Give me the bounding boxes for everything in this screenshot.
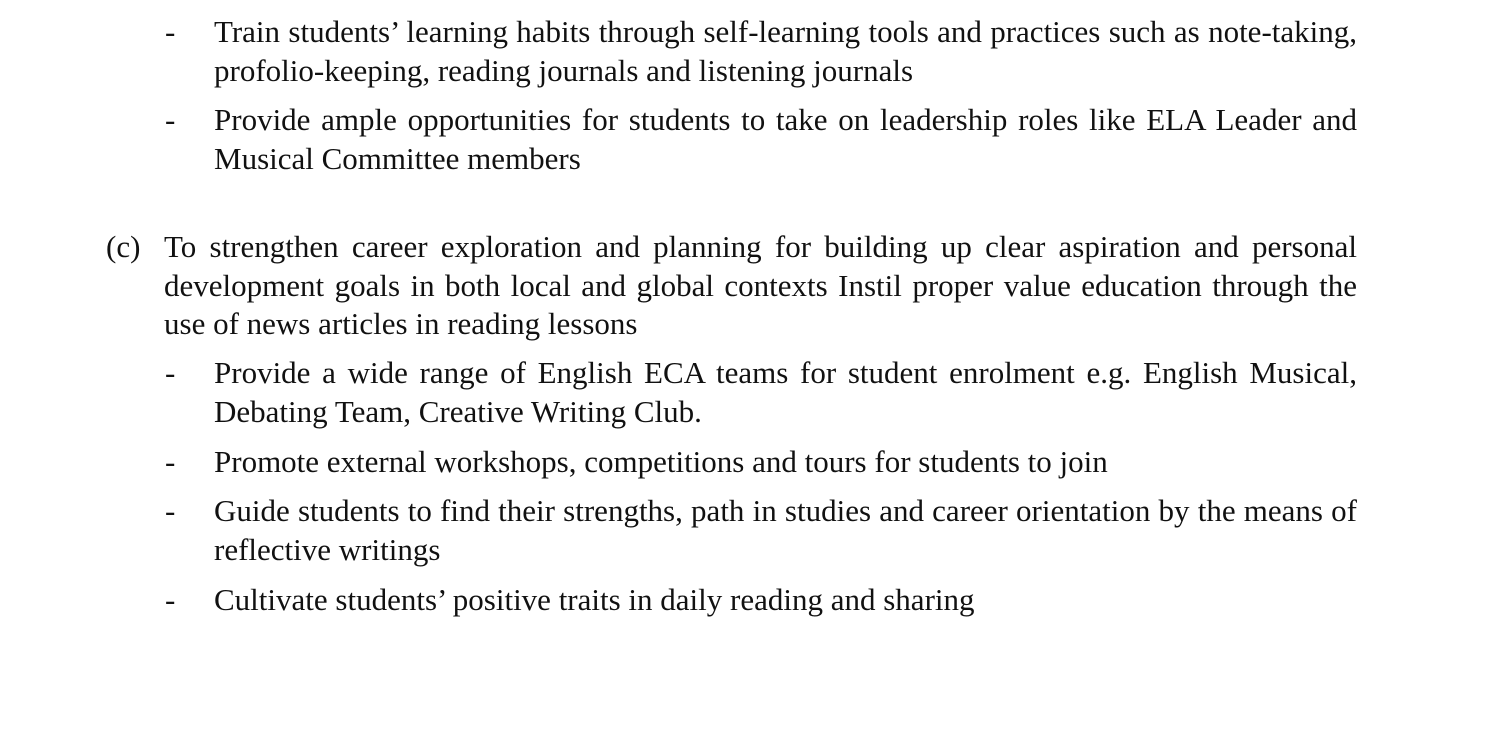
bullet-dash: - <box>165 493 176 528</box>
bullet-dash: - <box>165 102 176 137</box>
bullet-text: Train students’ learning habits through self-learning tools and practices such as note-taking, profolio-keeping, reading journals and listening journals <box>214 14 1357 88</box>
bullet-dash: - <box>165 444 176 479</box>
bullet-text: Cultivate students’ positive traits in daily reading and sharing <box>214 582 975 617</box>
bullet-text: Provide ample opportunities for students to take on leadership roles like ELA Leader and Musical Committee members <box>214 102 1357 176</box>
bullet-dash: - <box>165 582 176 617</box>
bullet-text: Provide a wide range of English ECA teams for student enrolment e.g. English Musical, Debating Team, Creative Writing Club. <box>214 355 1357 429</box>
section-marker: (c) <box>106 229 141 264</box>
bullet-text: Promote external workshops, competitions and tours for students to join <box>214 444 1108 479</box>
bullet-dash: - <box>165 355 176 390</box>
bullet-text: Guide students to find their strengths, path in studies and career orientation by the means of reflective writings <box>214 493 1357 567</box>
bullet-dash: - <box>165 14 176 49</box>
section-text: To strengthen career exploration and planning for building up clear aspiration and personal development goals in both local and global contexts Instil proper value education through the use of news articles in reading lessons <box>164 229 1357 341</box>
